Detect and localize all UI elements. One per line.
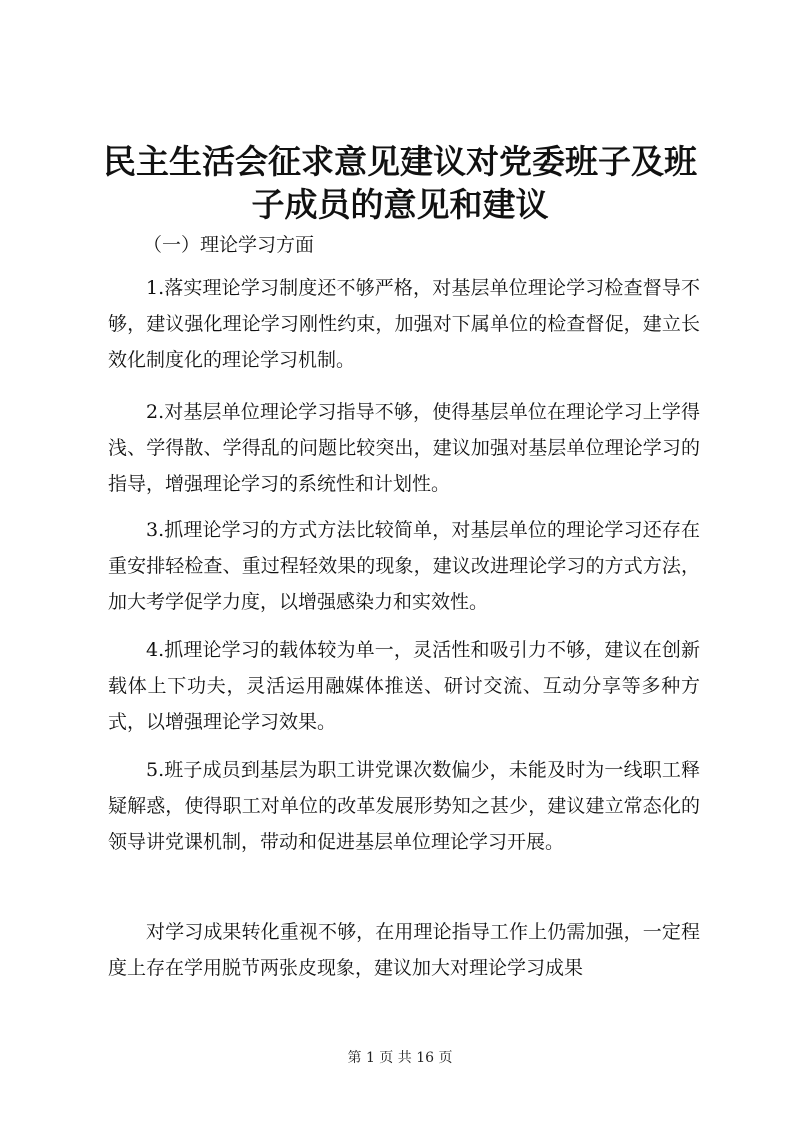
page-footer: 第 1 页 共 16 页 [347,1050,453,1066]
section-heading: （一）理论学习方面 [143,234,315,256]
paragraph-3: 3.抓理论学习的方式方法比较简单，对基层单位的理论学习还存在重安排轻检查、重过程轻效果的现象，建议改进理论学习的方式方法，加大考学促学力度，以增强感染力和实效性。 [108,519,700,613]
paragraph-1: 1.落实理论学习制度还不够严格，对基层单位理论学习检查督导不够，建议强化理论学习刚性约束，加强对下属单位的检查督促，建立长效化制度化的理论学习机制。 [108,277,700,371]
paragraph-5: 5.班子成员到基层为职工讲党课次数偏少，未能及时为一线职工释疑解惑，使得职工对单位的改革发展形势知之甚少，建议建立常态化的领导讲党课机制，带动和促进基层单位理论学习开展。 [108,759,700,853]
paragraph-6: 对学习成果转化重视不够，在用理论指导工作上仍需加强，一定程度上存在学用脱节两张皮现象，建议加大对理论学习成果 [108,921,700,979]
document-title: 民主生活会征求意见建议对党委班子及班子成员的意见和建议 [103,142,697,224]
paragraph-4: 4.抓理论学习的载体较为单一，灵活性和吸引力不够，建议在创新载体上下功夫，灵活运用融媒体推送、研讨交流、互动分享等多种方式，以增强理论学习效果。 [108,639,700,733]
paragraph-2: 2.对基层单位理论学习指导不够，使得基层单位在理论学习上学得浅、学得散、学得乱的问题比较突出，建议加强对基层单位理论学习的指导，增强理论学习的系统性和计划性。 [108,401,700,495]
